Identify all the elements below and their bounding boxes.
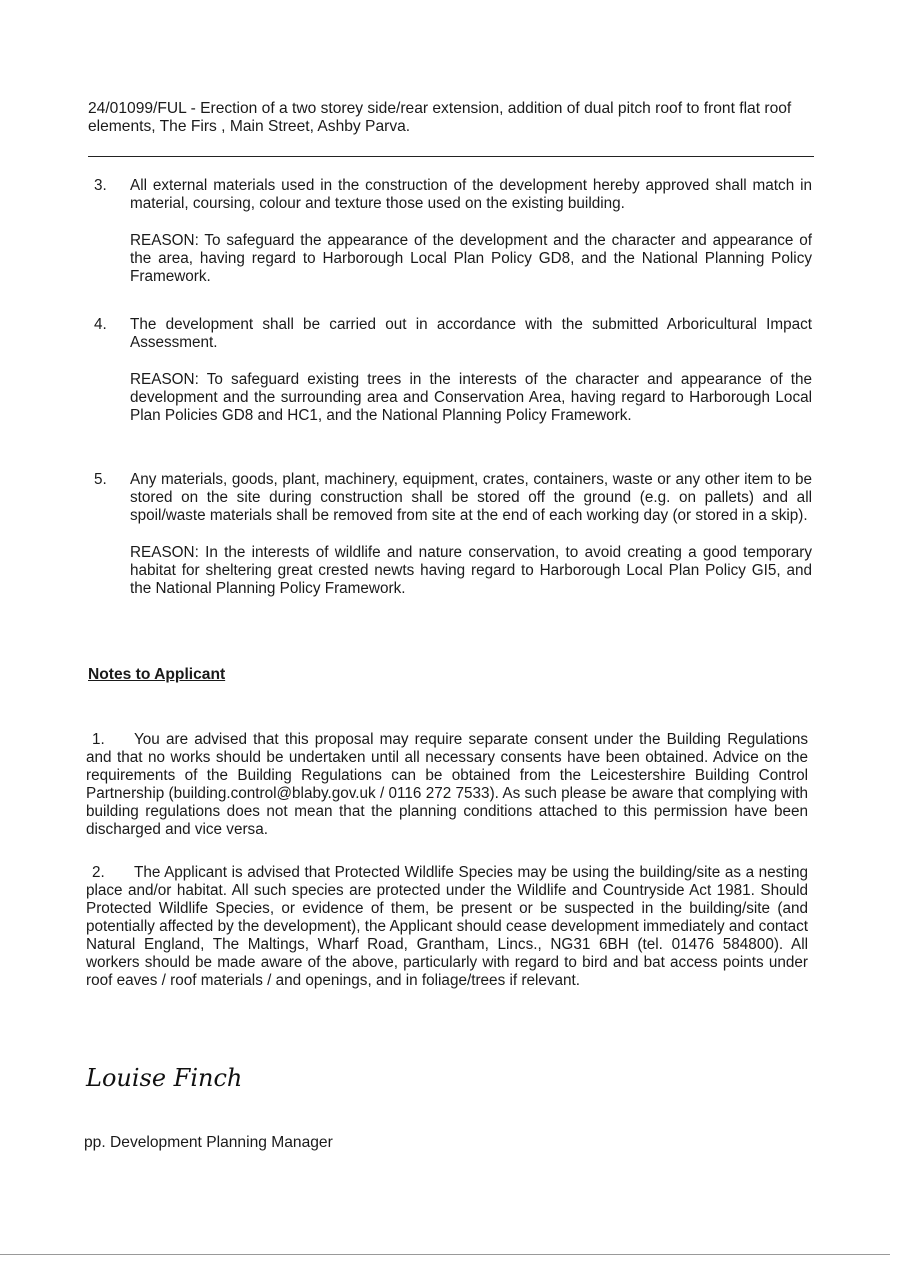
condition-number: 5. bbox=[94, 471, 107, 488]
condition-reason: REASON: To safeguard the appearance of the development and the character and appearance of the area, having regard to Harborough Local Plan Policy GD8, and the National Planning Policy Framework. bbox=[130, 232, 812, 285]
signature-glyphs: Louise Finch bbox=[86, 1064, 243, 1092]
signatory-title: pp. Development Planning Manager bbox=[84, 1134, 333, 1151]
condition-text: The development shall be carried out in accordance with the submitted Arboricultural Impact Assessment. bbox=[130, 316, 812, 351]
condition-text: All external materials used in the construction of the development hereby approved shall match in material, coursing, colour and texture those used on the existing building. bbox=[130, 177, 812, 212]
note-number: 2. bbox=[92, 864, 105, 881]
condition-text: Any materials, goods, plant, machinery, equipment, crates, containers, waste or any other item to be stored on the site during construction shall be stored off the ground (e.g. on pallets) and all spoil/waste materials shall be removed from site at the end of each working day (or stored in a skip). bbox=[130, 471, 812, 524]
condition-reason: REASON: In the interests of wildlife and nature conservation, to avoid creating a good temporary habitat for sheltering great crested newts having regard to Harborough Local Plan Policy GI5, and the National Planning Policy Framework. bbox=[130, 544, 812, 597]
condition-4 bbox=[94, 316, 812, 425]
note-number: 1. bbox=[92, 731, 105, 748]
application-reference: 24/01099/FUL - Erection of a two storey side/rear extension, addition of dual pitch roof to front flat roof elements, The Firs , Main Street, Ashby Parva. bbox=[88, 100, 792, 135]
condition-5 bbox=[94, 471, 812, 598]
handwritten-signature bbox=[84, 1058, 264, 1098]
condition-number: 3. bbox=[94, 177, 107, 194]
signature-image bbox=[84, 1058, 264, 1098]
header-divider bbox=[88, 156, 814, 157]
notes-heading: Notes to Applicant bbox=[88, 666, 226, 683]
note-text: The Applicant is advised that Protected Wildlife Species may be using the building/site as a nesting place and/or habitat. All such species are protected under the Wildlife and Countryside Act 1981. Should Protected Wildlife Species, or evidence of them, be present or be suspected in the building/site (and potentially affected by the development), the Applicant should cease development immediately and contact Natural England, The Maltings, Wharf Road, Grantham, Lincs., NG31 6BH (tel. 01476 584800). All workers should be made aware of the above, particularly with regard to bird and bat access points under roof eaves / roof materials / and openings, and in foliage/trees if relevant. bbox=[86, 864, 808, 989]
note-1 bbox=[86, 731, 808, 839]
condition-reason: REASON: To safeguard existing trees in the interests of the character and appearance of the development and the surrounding area and Conservation Area, having regard to Harborough Local Plan Policies GD8 and HC1, and the National Planning Policy Framework. bbox=[130, 371, 812, 424]
note-text: You are advised that this proposal may require separate consent under the Building Regulations and that no works should be undertaken until all necessary consents have been obtained. Advice on the requirements of the Building Regulations can be obtained from the Leicestershire Building Control Partnership (building.control@blaby.gov.uk / 0116 272 7533). As such please be aware that complying with building regulations does not mean that the planning conditions attached to this permission have been discharged and vice versa. bbox=[86, 731, 808, 838]
condition-number: 4. bbox=[94, 316, 107, 333]
note-2 bbox=[86, 864, 808, 990]
condition-3 bbox=[94, 177, 812, 286]
footer-divider bbox=[0, 1254, 890, 1255]
